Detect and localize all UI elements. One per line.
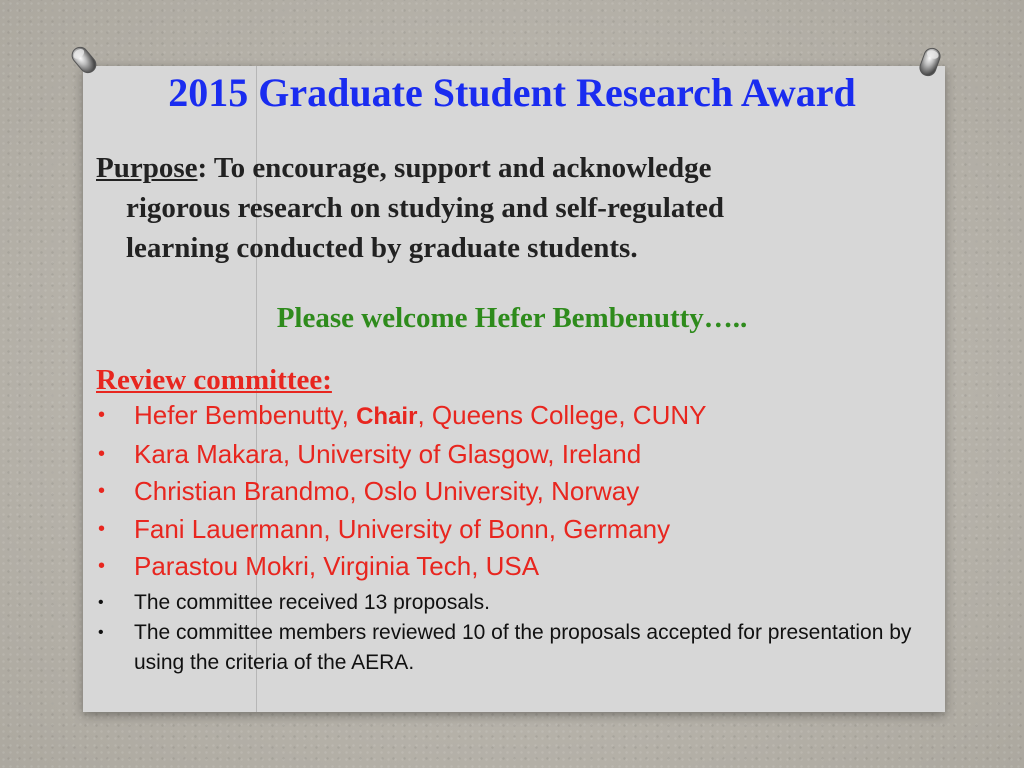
list-item <box>96 436 706 474</box>
purpose-label: Purpose <box>96 152 198 184</box>
bullet: • <box>98 404 106 426</box>
list-item <box>96 397 706 436</box>
note-text: The committee members reviewed 10 of the proposals accepted for presentation by using the criteria of the AERA. <box>134 621 912 674</box>
bullet: • <box>98 555 106 577</box>
note-text: The committee received 13 proposals. <box>134 591 491 614</box>
member-name: Hefer Bembenutty, <box>134 400 357 430</box>
welcome-text: Please welcome Hefer Bembenutty….. <box>276 302 748 334</box>
list-item <box>96 588 916 618</box>
list-item <box>96 511 706 549</box>
slide-title: 2015 Graduate Student Research Award <box>168 70 856 115</box>
committee-notes-list <box>96 588 916 678</box>
bullet: • <box>98 624 104 641</box>
purpose-line-1: : To encourage, support and acknowledge <box>197 152 712 184</box>
purpose-statement <box>96 148 856 268</box>
bullet: • <box>98 480 106 502</box>
purpose-line-2: rigorous research on studying and self-regulated <box>126 192 725 224</box>
purpose-line-3: learning conducted by graduate students. <box>126 232 638 264</box>
member-text: Fani Lauermann, University of Bonn, Germany <box>134 513 671 544</box>
member-text: Parastou Mokri, Virginia Tech, USA <box>134 551 540 581</box>
list-item <box>96 473 706 511</box>
list-item <box>96 548 706 586</box>
committee-member-list <box>96 397 706 586</box>
member-affiliation: , Queens College, CUNY <box>417 400 707 430</box>
list-item <box>96 618 916 678</box>
bullet: • <box>98 594 104 611</box>
member-role: Chair <box>356 403 418 430</box>
member-text: Christian Brandmo, Oslo University, Norway <box>134 476 640 506</box>
committee-heading: Review committee: <box>96 364 332 396</box>
bullet: • <box>98 517 106 540</box>
bullet: • <box>98 442 106 465</box>
member-text: Kara Makara, University of Glasgow, Ireland <box>134 438 642 469</box>
